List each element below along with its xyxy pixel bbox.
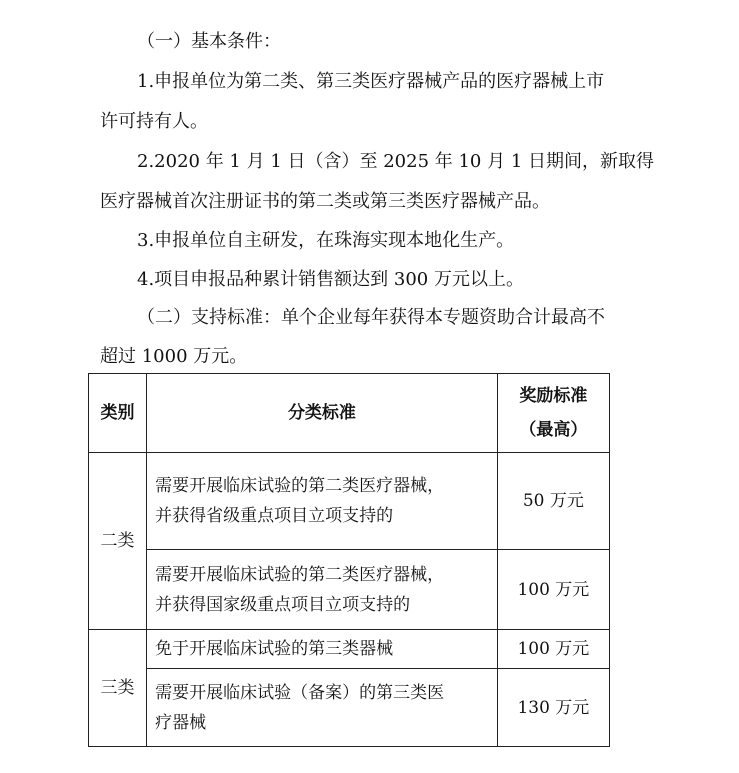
condition-3: 3.申报单位自主研发，在珠海实现本地化生产。	[137, 230, 515, 251]
condition-2-line2: 医疗器械首次注册证书的第二类或第三类医疗器械产品。	[100, 191, 550, 212]
header-award-line1: 奖励标准	[519, 386, 588, 406]
table-row	[89, 550, 610, 630]
condition-2-line1: 2.2020 年 1 月 1 日（含）至 2025 年 10 月 1 日期间，新取得	[137, 151, 654, 172]
amount-cell: 100 万元	[497, 550, 609, 630]
section2-line1: （二）支持标准：单个企业每年获得本专题资助合计最高不	[137, 307, 605, 328]
table-row	[89, 630, 610, 669]
condition-1-line2: 许可持有人。	[100, 111, 208, 132]
standard-line: 并获得省级重点项目立项支持的	[155, 506, 394, 526]
standard-cell	[147, 550, 498, 630]
header-award	[497, 374, 609, 453]
standard-line: 疗器械	[155, 712, 207, 733]
header-standard: 分类标准	[147, 374, 498, 453]
section2-line2: 超过 1000 万元。	[100, 346, 248, 367]
amount-cell: 100 万元	[497, 630, 609, 669]
table-row	[89, 669, 610, 747]
standard-cell: 免于开展临床试验的第三类器械	[147, 630, 498, 669]
standard-cell	[147, 669, 498, 747]
header-category: 类别	[89, 374, 147, 453]
table-header-row	[89, 374, 610, 453]
section1-heading: （一）基本条件：	[137, 31, 281, 52]
amount-cell: 130 万元	[497, 669, 609, 747]
standard-line: 需要开展临床试验的第二类医疗器械，	[155, 564, 445, 585]
condition-4: 4.项目申报品种累计销售额达到 300 万元以上。	[137, 269, 524, 290]
standard-cell	[147, 453, 498, 550]
standard-line: 并获得国家级重点项目立项支持的	[155, 594, 411, 615]
header-award-line2: （最高）	[519, 420, 588, 440]
standard-line: 需要开展临床试验（备案）的第三类医	[155, 682, 445, 703]
condition-1-line1: 1.申报单位为第二类、第三类医疗器械产品的医疗器械上市	[137, 71, 605, 92]
standard-line: 需要开展临床试验的第二类医疗器械，	[155, 476, 445, 496]
award-standard-table	[88, 373, 610, 747]
category-class-2: 二类	[89, 453, 147, 630]
category-class-3: 三类	[89, 630, 147, 747]
table-row	[89, 453, 610, 550]
amount-cell: 50 万元	[497, 453, 609, 550]
